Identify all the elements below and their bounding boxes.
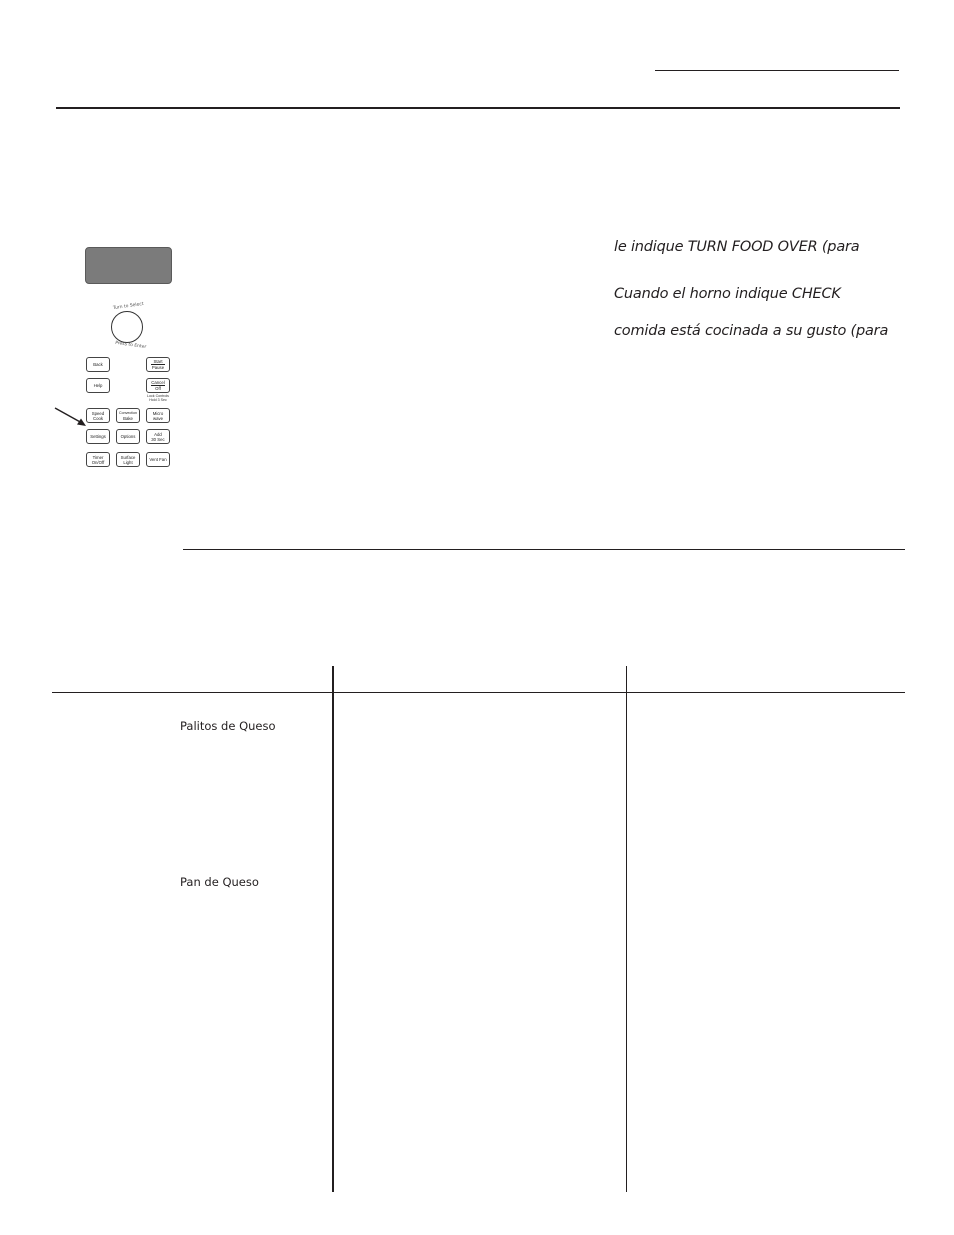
speed-cook-label-1: Speed	[91, 410, 105, 416]
table-row-label: Palitos de Queso	[180, 719, 276, 733]
table-row-label: Pan de Queso	[180, 875, 259, 889]
section-rule	[183, 549, 905, 550]
back-button[interactable]	[86, 357, 110, 372]
timer-label-1: Timer	[92, 454, 104, 460]
off-label: Off	[155, 386, 161, 392]
add30-label-1: Add	[154, 431, 162, 437]
microwave-button[interactable]	[146, 408, 170, 423]
surface-light-label-1: Surface	[120, 454, 136, 460]
timer-label-2: On/Off	[91, 459, 105, 465]
select-dial[interactable]	[111, 311, 143, 343]
table-column-divider-1	[332, 666, 334, 1192]
speed-cook-label-2: Cook	[92, 415, 104, 421]
cancel-label: Cancel	[151, 379, 165, 385]
header-main-rule	[56, 107, 900, 109]
lock-note-line1: Lock Controls	[147, 394, 169, 398]
instruction-line-2: Cuando el horno indique CHECK	[614, 286, 841, 302]
options-label: Options	[120, 434, 136, 439]
settings-button[interactable]	[86, 429, 110, 444]
convection-bake-button[interactable]	[116, 408, 140, 423]
convection-bake-label-2: Bake	[123, 415, 133, 421]
convection-bake-label-1: Convection	[119, 410, 137, 415]
table-column-divider-2	[626, 666, 627, 1192]
help-label: Help	[93, 383, 103, 388]
timer-button[interactable]	[86, 452, 110, 467]
instruction-line-1: le indique TURN FOOD OVER (para	[614, 239, 860, 255]
start-label: Start	[153, 358, 163, 364]
add30-label-2: 30 Sec	[151, 436, 165, 442]
vent-fan-button[interactable]	[146, 452, 170, 467]
table-header-rule	[52, 692, 905, 693]
vent-fan-label: Vent Fan	[149, 457, 167, 462]
pointer-arrow-icon	[52, 405, 90, 429]
dial-bottom-label: Press to Enter	[114, 340, 147, 351]
start-pause-button[interactable]	[146, 357, 170, 372]
pause-label: Pause	[151, 365, 165, 371]
surface-light-button[interactable]	[116, 452, 140, 467]
lock-controls-note	[143, 394, 173, 403]
lock-note-line2: Hold 3 Sec	[149, 398, 167, 403]
options-button[interactable]	[116, 429, 140, 444]
cancel-off-button[interactable]	[146, 378, 170, 393]
microwave-label-2: wave	[152, 415, 164, 421]
settings-label: Settings	[90, 434, 106, 439]
add-30-sec-button[interactable]	[146, 429, 170, 444]
display-window	[85, 247, 172, 284]
header-short-rule	[655, 70, 899, 71]
surface-light-label-2: Light	[123, 459, 133, 465]
dial-top-label: Turn to Select	[112, 301, 145, 312]
help-button[interactable]	[86, 378, 110, 393]
instruction-line-3: comida está cocinada a su gusto (para	[614, 323, 889, 339]
back-label: Back	[93, 362, 103, 367]
microwave-label-1: Micro	[152, 410, 164, 416]
